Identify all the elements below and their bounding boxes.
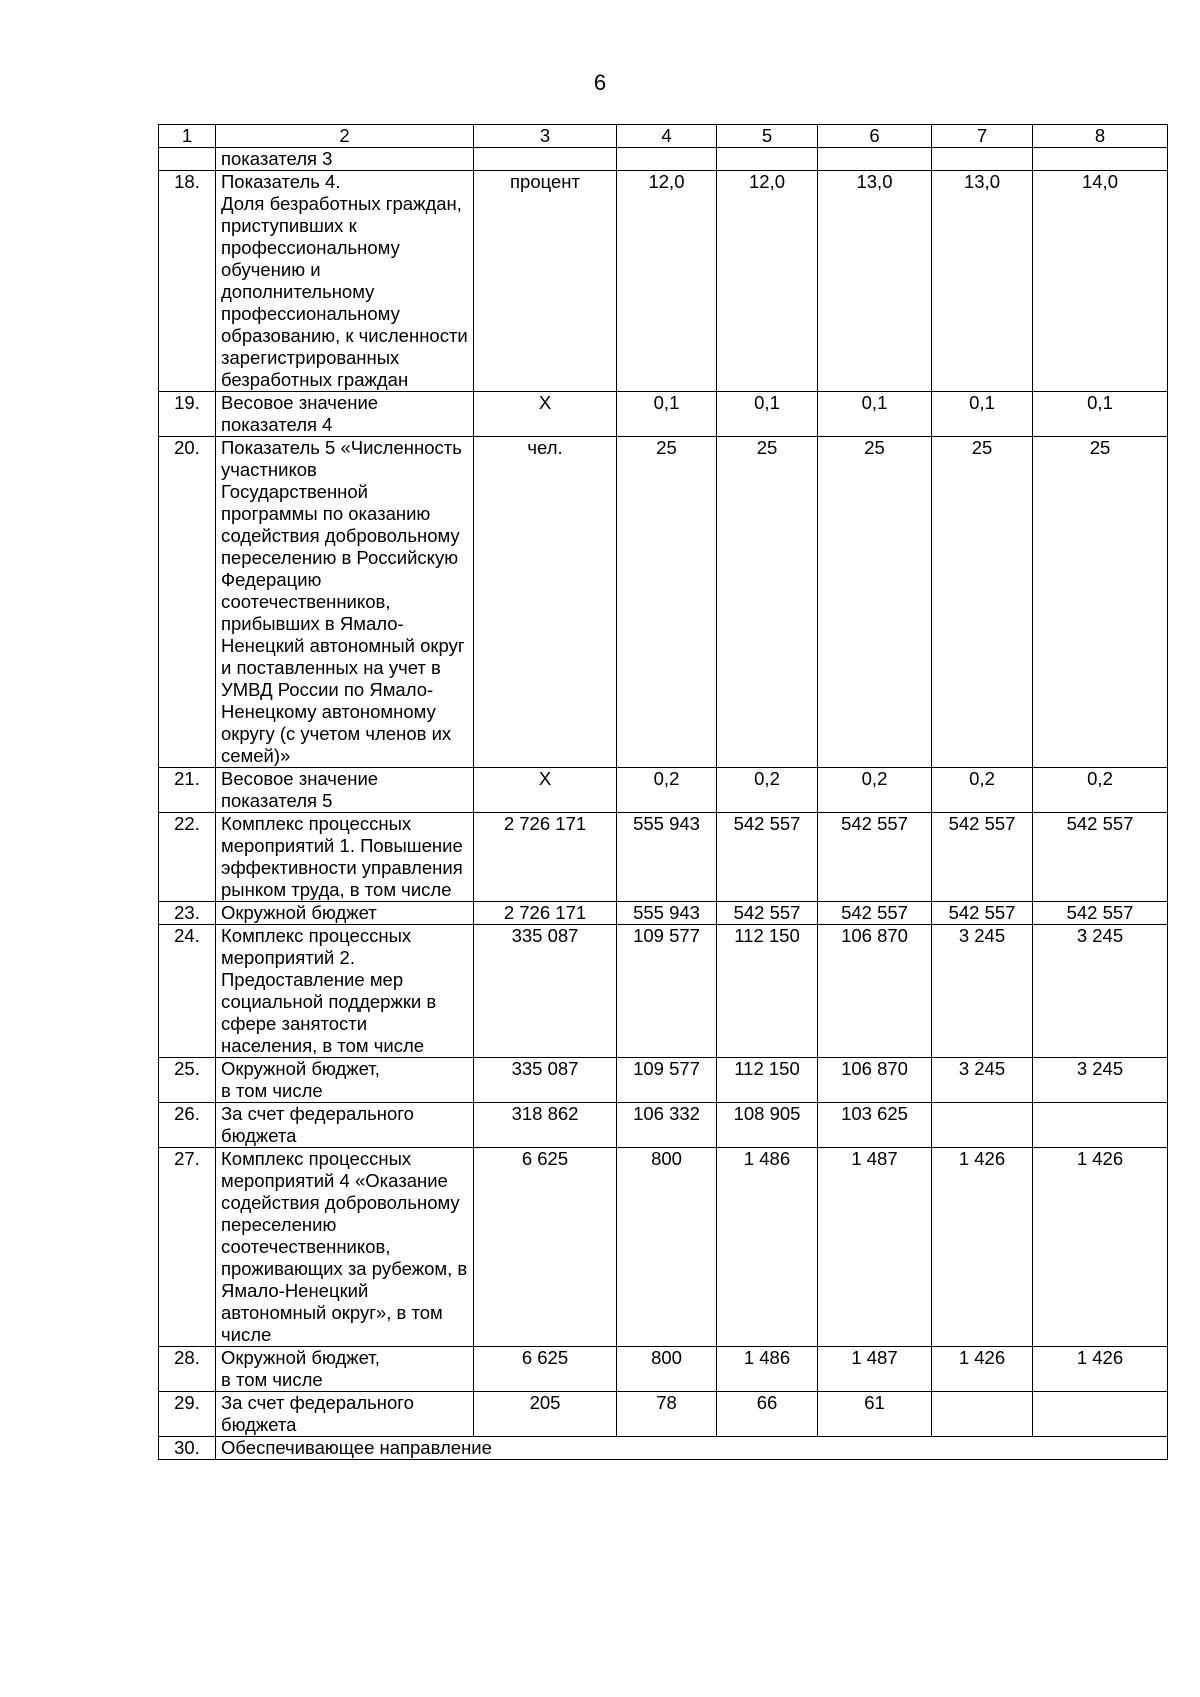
col-header-5: 5 xyxy=(717,125,818,148)
col-header-7: 7 xyxy=(932,125,1033,148)
row-number: 24. xyxy=(159,925,216,1058)
row-value-col-8: 3 245 xyxy=(1033,1058,1168,1103)
page-number: 6 xyxy=(593,70,607,95)
row-value-col-4: 0,2 xyxy=(617,768,717,813)
table-row xyxy=(159,902,1168,925)
row-value-col-5: 1 486 xyxy=(717,1148,818,1347)
row-value-col-5: 0,1 xyxy=(717,392,818,437)
table-row xyxy=(159,1392,1168,1437)
row-value-col-6: 542 557 xyxy=(818,902,932,925)
row-number: 27. xyxy=(159,1148,216,1347)
row-indicator-name: Весовое значение показателя 5 xyxy=(216,768,474,813)
row-indicator-name: Окружной бюджет, в том числе xyxy=(216,1058,474,1103)
row-indicator-name: Комплекс процессных мероприятий 2. Предоставление мер социальной поддержки в сфере занятости населения, в том числе xyxy=(216,925,474,1058)
row-value-col-4: 0,1 xyxy=(617,392,717,437)
table-row-30 xyxy=(159,1437,1168,1460)
row-value-col-7 xyxy=(932,1392,1033,1437)
row-value-col-8 xyxy=(1033,1392,1168,1437)
indicators-table xyxy=(158,124,1168,1460)
row-indicator-name: Показатель 5 «Численность участников Государственной программы по оказанию содействия добровольному переселению в Российскую Федерацию соотечественников, прибывших в Ямало-Ненецкий автономный округ и поставленных на учет в УМВД России по Ямало-Ненецкому автономному округу (с учетом членов их семей)» xyxy=(216,437,474,768)
row-value-col-5: 25 xyxy=(717,437,818,768)
row-value-col-3: X xyxy=(474,392,617,437)
row-value-col-5: 542 557 xyxy=(717,813,818,902)
row-value-col-8: 542 557 xyxy=(1033,813,1168,902)
row-indicator-name: Весовое значение показателя 4 xyxy=(216,392,474,437)
row-value-col-4: 12,0 xyxy=(617,171,717,392)
col-header-2: 2 xyxy=(216,125,474,148)
row-value-col-4: 78 xyxy=(617,1392,717,1437)
row-value-col-3: 335 087 xyxy=(474,1058,617,1103)
row-value-col-3: 205 xyxy=(474,1392,617,1437)
row-value-col-6: 103 625 xyxy=(818,1103,932,1148)
row-value-col-6: 1 487 xyxy=(818,1148,932,1347)
row-value-col-6: 106 870 xyxy=(818,1058,932,1103)
row-value-col-5: 0,2 xyxy=(717,768,818,813)
row-value-col-7: 1 426 xyxy=(932,1347,1033,1392)
table-row xyxy=(159,392,1168,437)
row-value-col-8: 25 xyxy=(1033,437,1168,768)
row-value-col-3: 318 862 xyxy=(474,1103,617,1148)
row-number: 30. xyxy=(159,1437,216,1460)
row-value-col-7: 542 557 xyxy=(932,902,1033,925)
row-value-col-5: 12,0 xyxy=(717,171,818,392)
row-value-col-6: 1 487 xyxy=(818,1347,932,1392)
row-value-col-3: процент xyxy=(474,171,617,392)
row-value-col-3: 6 625 xyxy=(474,1148,617,1347)
row-value-col-7: 3 245 xyxy=(932,1058,1033,1103)
row-value-col-3: чел. xyxy=(474,437,617,768)
row-value-col-7: 0,1 xyxy=(932,392,1033,437)
row-value-col-6: 106 870 xyxy=(818,925,932,1058)
col-header-6: 6 xyxy=(818,125,932,148)
row-value-col-3: 2 726 171 xyxy=(474,813,617,902)
row-value-col-4: 109 577 xyxy=(617,925,717,1058)
row-value-col-8: 0,2 xyxy=(1033,768,1168,813)
row-indicator-name: Показатель 4. Доля безработных граждан, приступивших к профессиональному обучению и дополнительному профессиональному образованию, к численности зарегистрированных безработных граждан xyxy=(216,171,474,392)
table-row xyxy=(159,1103,1168,1148)
row-indicator-name: Окружной бюджет, в том числе xyxy=(216,1347,474,1392)
col-header-1: 1 xyxy=(159,125,216,148)
row-indicator-name: Комплекс процессных мероприятий 1. Повышение эффективности управления рынком труда, в том числе xyxy=(216,813,474,902)
table-body xyxy=(159,148,1168,1437)
row-value-col-7: 0,2 xyxy=(932,768,1033,813)
table-row xyxy=(159,437,1168,768)
row-value-col-4: 555 943 xyxy=(617,813,717,902)
row-number xyxy=(159,148,216,171)
row-value-col-8: 1 426 xyxy=(1033,1148,1168,1347)
row-value-col-6: 13,0 xyxy=(818,171,932,392)
row-value-col-8: 3 245 xyxy=(1033,925,1168,1058)
row-value-col-7: 13,0 xyxy=(932,171,1033,392)
row-value-col-7 xyxy=(932,1103,1033,1148)
row-value-col-4: 109 577 xyxy=(617,1058,717,1103)
row-number: 18. xyxy=(159,171,216,392)
row-value-col-5: 112 150 xyxy=(717,925,818,1058)
row-value-col-5: 112 150 xyxy=(717,1058,818,1103)
row-value-col-6: 0,2 xyxy=(818,768,932,813)
col-header-4: 4 xyxy=(617,125,717,148)
col-header-3: 3 xyxy=(474,125,617,148)
row-value-col-8 xyxy=(1033,148,1168,171)
row-value-col-3: 335 087 xyxy=(474,925,617,1058)
row-number: 21. xyxy=(159,768,216,813)
row-number: 20. xyxy=(159,437,216,768)
row-number: 22. xyxy=(159,813,216,902)
row-title: Обеспечивающее направление xyxy=(216,1437,1168,1460)
row-indicator-name: Комплекс процессных мероприятий 4 «Оказание содействия добровольному переселению соотечественников, проживающих за рубежом, в Ямало-Ненецкий автономный округ», в том числе xyxy=(216,1148,474,1347)
table-row xyxy=(159,1058,1168,1103)
row-indicator-name: За счет федерального бюджета xyxy=(216,1392,474,1437)
row-value-col-4: 800 xyxy=(617,1347,717,1392)
col-header-8: 8 xyxy=(1033,125,1168,148)
table-row xyxy=(159,171,1168,392)
row-indicator-name: Окружной бюджет xyxy=(216,902,474,925)
row-value-col-4 xyxy=(617,148,717,171)
table-row xyxy=(159,1148,1168,1347)
row-value-col-6: 0,1 xyxy=(818,392,932,437)
row-number: 29. xyxy=(159,1392,216,1437)
row-value-col-3 xyxy=(474,148,617,171)
row-indicator-name: показателя 3 xyxy=(216,148,474,171)
row-value-col-5 xyxy=(717,148,818,171)
row-number: 28. xyxy=(159,1347,216,1392)
row-value-col-6: 25 xyxy=(818,437,932,768)
row-value-col-7: 1 426 xyxy=(932,1148,1033,1347)
row-value-col-8: 0,1 xyxy=(1033,392,1168,437)
row-value-col-8: 542 557 xyxy=(1033,902,1168,925)
row-value-col-7 xyxy=(932,148,1033,171)
row-value-col-3: X xyxy=(474,768,617,813)
row-value-col-5: 66 xyxy=(717,1392,818,1437)
row-value-col-6 xyxy=(818,148,932,171)
row-value-col-5: 1 486 xyxy=(717,1347,818,1392)
row-number: 23. xyxy=(159,902,216,925)
row-indicator-name: За счет федерального бюджета xyxy=(216,1103,474,1148)
row-value-col-5: 108 905 xyxy=(717,1103,818,1148)
row-value-col-7: 25 xyxy=(932,437,1033,768)
table-row xyxy=(159,148,1168,171)
column-number-row xyxy=(159,125,1168,148)
row-value-col-4: 106 332 xyxy=(617,1103,717,1148)
row-value-col-7: 3 245 xyxy=(932,925,1033,1058)
row-value-col-8 xyxy=(1033,1103,1168,1148)
row-value-col-7: 542 557 xyxy=(932,813,1033,902)
row-value-col-5: 542 557 xyxy=(717,902,818,925)
row-value-col-8: 14,0 xyxy=(1033,171,1168,392)
row-value-col-6: 542 557 xyxy=(818,813,932,902)
row-number: 19. xyxy=(159,392,216,437)
row-number: 25. xyxy=(159,1058,216,1103)
row-value-col-3: 6 625 xyxy=(474,1347,617,1392)
row-value-col-4: 25 xyxy=(617,437,717,768)
row-value-col-8: 1 426 xyxy=(1033,1347,1168,1392)
table-row xyxy=(159,813,1168,902)
row-value-col-4: 555 943 xyxy=(617,902,717,925)
row-value-col-4: 800 xyxy=(617,1148,717,1347)
row-value-col-6: 61 xyxy=(818,1392,932,1437)
table-row xyxy=(159,1347,1168,1392)
table-row xyxy=(159,925,1168,1058)
table-row xyxy=(159,768,1168,813)
row-value-col-3: 2 726 171 xyxy=(474,902,617,925)
row-number: 26. xyxy=(159,1103,216,1148)
